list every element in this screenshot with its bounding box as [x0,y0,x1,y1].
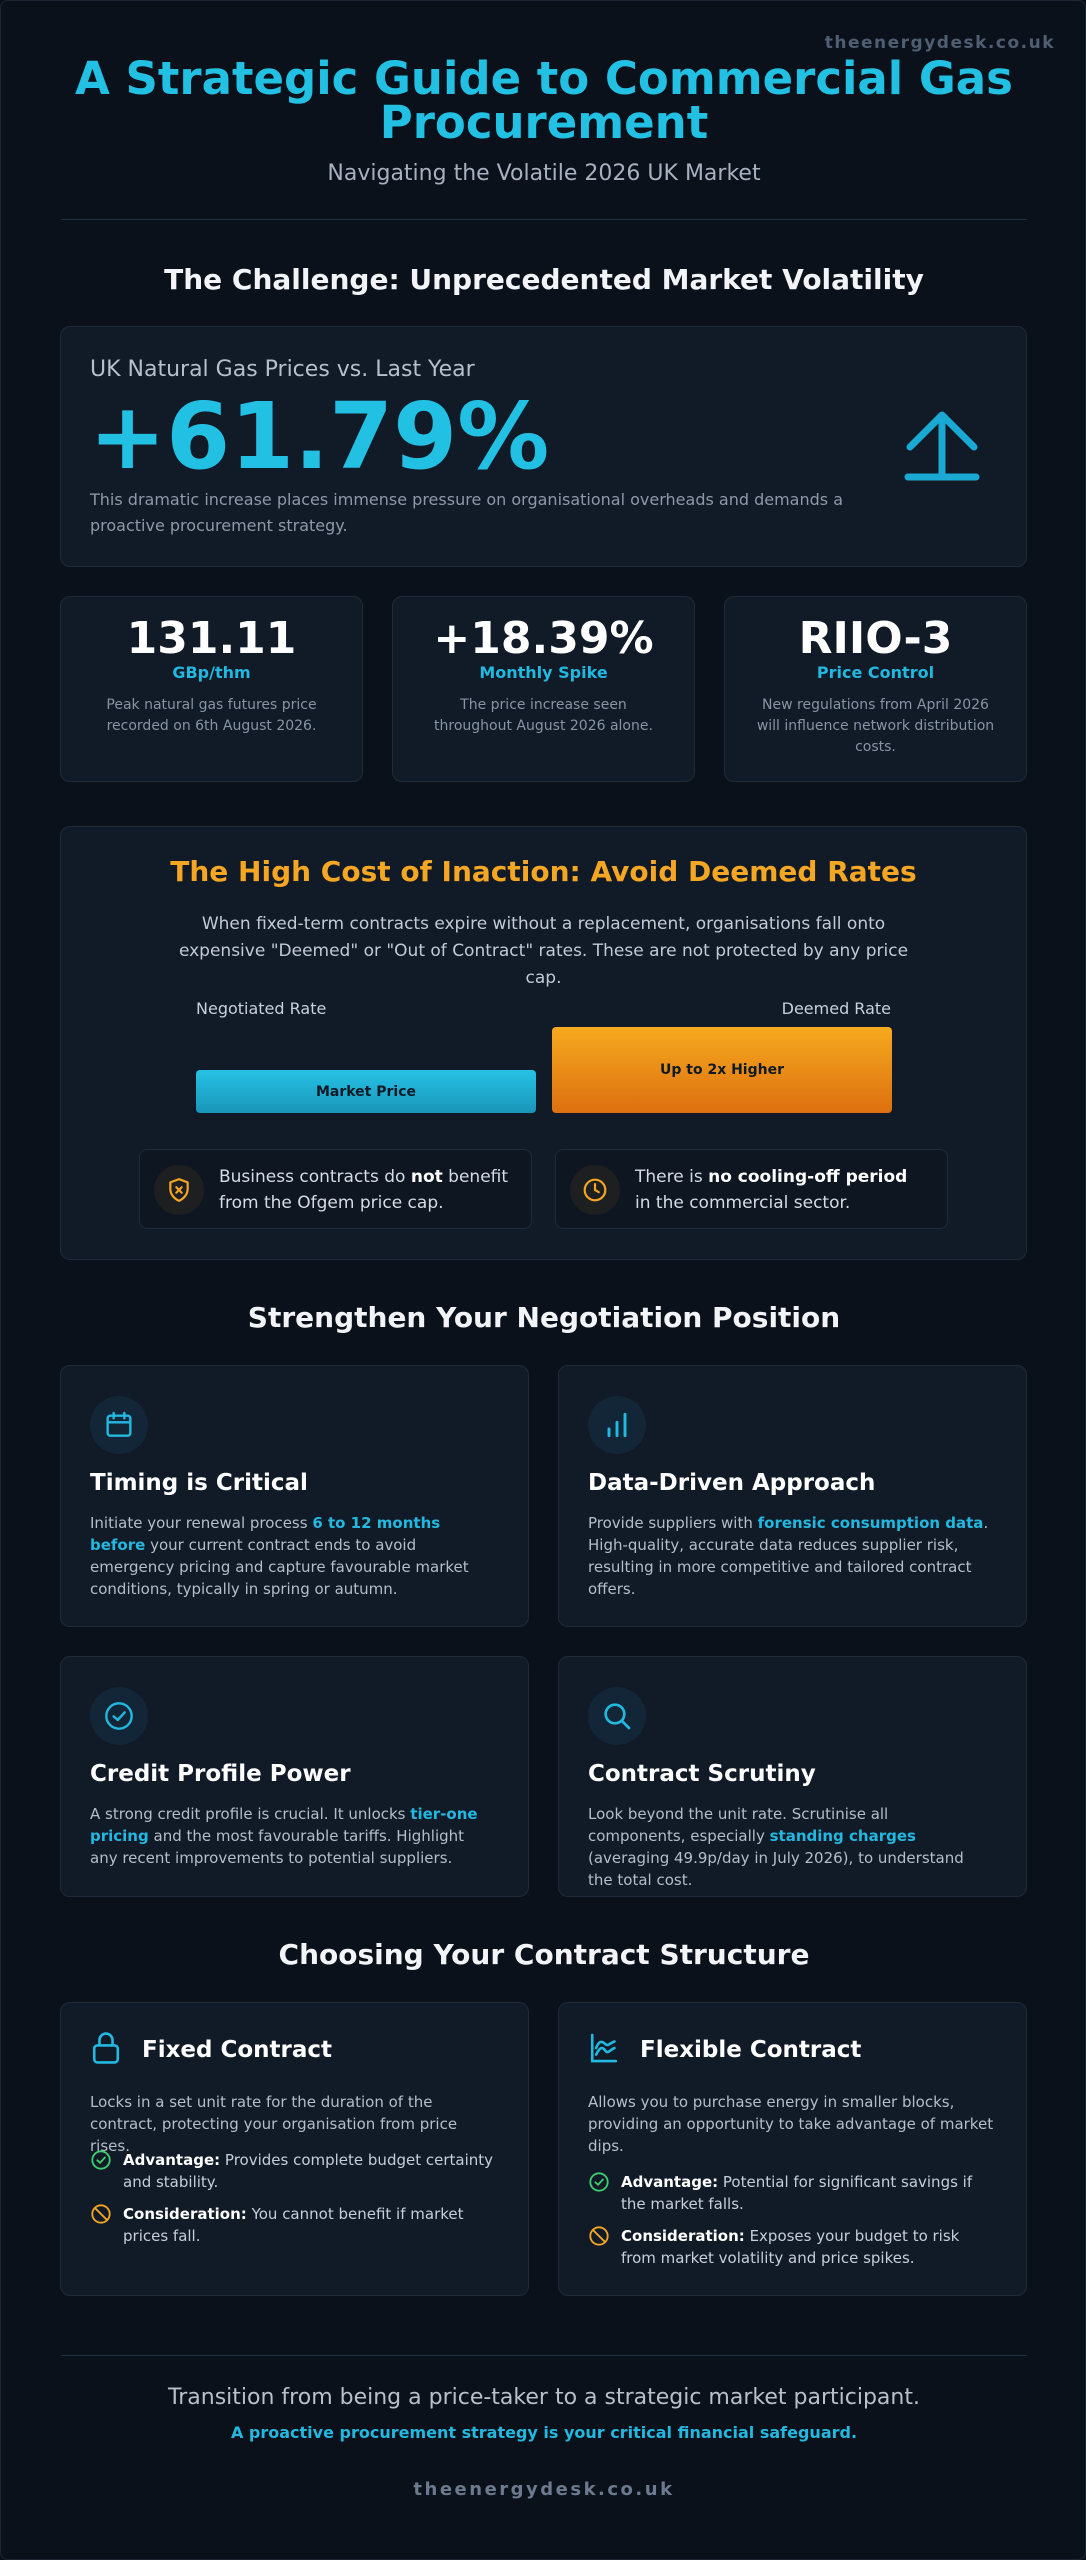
inaction-heading: The High Cost of Inaction: Avoid Deemed Rates [170,855,917,888]
stat-description: New regulations from April 2026 will influence network distribution costs. [756,697,995,755]
stat-description: The price increase seen throughout August 2026 alone. [434,697,653,734]
tip-card-data [558,1365,1027,1627]
page-title [1,52,1086,149]
contract-description: Locks in a set unit rate for the duration of the contract, protecting your organisation from price rises. [90,2093,458,2155]
stat-card-price-control [724,596,1027,782]
check-circle-icon [588,2171,612,2215]
tip-description: Provide suppliers with forensic consumption data. High-quality, accurate data reduces supplier risk, resulting in more competitive and tailored contract offers. [588,1514,989,1598]
contract-title: Fixed Contract [142,2037,333,2063]
tip-card-timing [60,1365,529,1627]
stat-card-monthly-spike [392,596,695,782]
clock-icon [570,1165,620,1215]
stat-value: 131.11 [126,613,297,664]
tip-description: Look beyond the unit rate. Scrutinise all components, especially standing charges (averaging 49.9p/day in July 2026), to understand the total cost. [588,1805,964,1889]
tip-title: Credit Profile Power [90,1761,351,1787]
fact-text: There is no cooling-off period in the commercial sector. [635,1167,908,1213]
calendar-icon [90,1396,148,1454]
footer-safeguard: A proactive procurement strategy is your critical financial safeguard. [230,2423,858,2442]
shield-x-icon [154,1165,204,1215]
search-icon [588,1687,646,1745]
stat-value: RIIO-3 [798,613,953,664]
negotiated-rate-label: Negotiated Rate [196,999,327,1018]
area-chart-icon [588,2031,620,2069]
ban-icon [90,2203,114,2247]
hero-stat-card [60,326,1027,567]
site-watermark: theenergydesk.co.uk [824,33,1055,53]
tip-description: Initiate your renewal process 6 to 12 months before your current contract ends to avoid emergency pricing and capture favourable market conditions, typically in spring or autumn. [90,1514,469,1598]
tip-title: Data-Driven Approach [588,1470,876,1496]
stat-unit: Price Control [816,663,935,682]
deemed-rate-label: Deemed Rate [781,999,891,1018]
contract-title: Flexible Contract [640,2037,862,2063]
check-circle-icon [90,2149,114,2193]
check-circle-icon [90,1687,148,1745]
arrow-up-icon [902,405,982,489]
title-line-1: A Strategic Guide to Commercial Gas [75,52,1013,105]
inaction-description: When fixed-term contracts expire without a replacement, organisations fall onto expensive "Deemed" or "Out of Contract" rates. These are not protected by any price cap. [178,914,909,988]
tip-card-credit [60,1656,529,1897]
stat-card-peak-price [60,596,363,782]
challenge-heading: The Challenge: Unprecedented Market Volatility [164,263,924,296]
stat-description: Peak natural gas futures price recorded on 6th August 2026. [106,697,317,734]
tip-description: A strong credit profile is crucial. It unlocks tier-one pricing and the most favourable tariffs. Highlight any recent improvements to potential suppliers. [90,1805,478,1867]
market-price-bar-label: Market Price [315,1083,417,1100]
tip-title: Contract Scrutiny [588,1761,816,1787]
deemed-price-bar [552,1027,892,1113]
stat-unit: GBp/thm [172,663,251,682]
fact-price-cap [139,1149,532,1229]
tip-title: Timing is Critical [90,1470,308,1496]
hero-value: +61.79% [89,383,550,490]
ban-icon [588,2225,612,2269]
fact-text: Business contracts do not benefit from the Ofgem price cap. [219,1167,509,1213]
contracts-heading: Choosing Your Contract Structure [278,1938,810,1971]
contract-description: Allows you to purchase energy in smaller blocks, providing an opportunity to take advantage of market dips. [588,2093,994,2155]
market-price-bar [196,1070,536,1113]
negotiation-heading: Strengthen Your Negotiation Position [247,1301,841,1334]
inaction-card [60,826,1027,1260]
deemed-price-bar-label: Up to 2x Higher [660,1062,784,1078]
consideration-bullet: Consideration: Exposes your budget to risk from market volatility and price spikes. [588,2225,996,2269]
footer-site-link[interactable]: theenergydesk.co.uk [413,2479,675,2500]
consideration-bullet: Consideration: You cannot benefit if market prices fall. [90,2203,498,2247]
page-subtitle: Navigating the Volatile 2026 UK Market [327,161,761,186]
lock-icon [90,2031,122,2069]
stat-value: +18.39% [433,613,654,664]
contract-card-fixed [60,2002,529,2296]
fact-cooling-off [555,1149,948,1229]
divider [61,219,1027,220]
hero-description: This dramatic increase places immense pressure on organisational overheads and demands a proactive procurement strategy. [90,490,844,535]
divider [61,2355,1027,2356]
advantage-bullet: Advantage: Potential for significant savings if the market falls. [588,2171,996,2215]
title-line-2: Procurement [379,96,709,149]
stat-unit: Monthly Spike [479,663,608,682]
contract-card-flexible [558,2002,1027,2296]
hero-label: UK Natural Gas Prices vs. Last Year [90,357,475,382]
tip-card-scrutiny [558,1656,1027,1897]
footer-tagline: Transition from being a price-taker to a strategic market participant. [168,2385,920,2410]
advantage-bullet: Advantage: Provides complete budget certainty and stability. [90,2149,498,2193]
bar-chart-icon [588,1396,646,1454]
